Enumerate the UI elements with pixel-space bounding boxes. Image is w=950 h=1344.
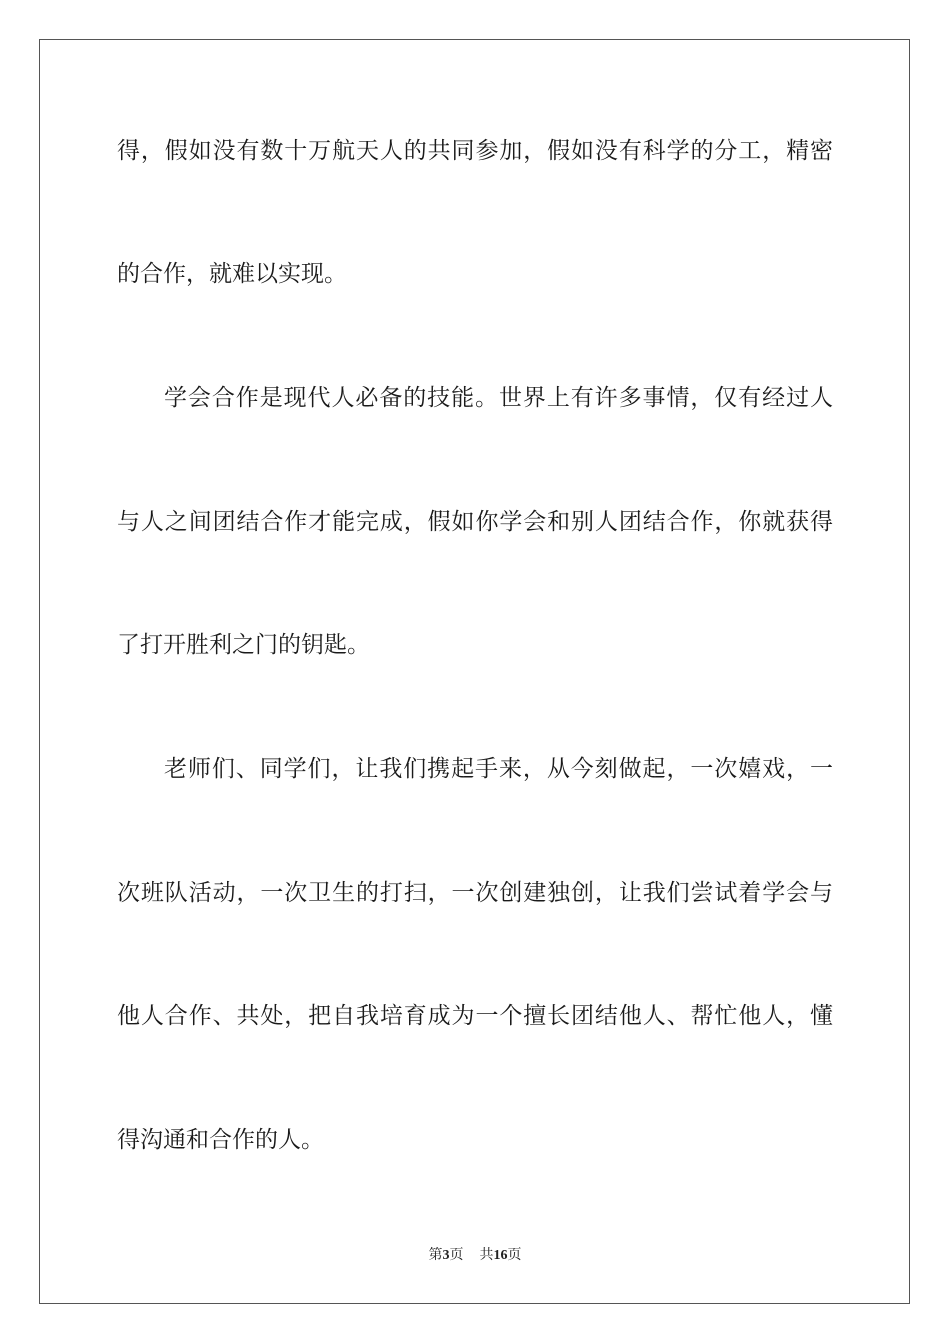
text-line: 次班队活动，一次卫生的打扫，一次创建独创，让我们尝试着学会与 [117,880,833,906]
page-prefix: 第 [428,1248,443,1263]
text-line: 了打开胜利之门的钥匙。 [117,632,370,658]
page-footer [0,1247,950,1265]
total-pages: 16 [493,1248,508,1263]
total-prefix: 共 [479,1248,494,1263]
paragraph-first-line: 学会合作是现代人必备的技能。世界上有许多事情，仅有经过人 [164,385,833,411]
text-line: 他人合作、共处，把自我培育成为一个擅长团结他人、帮忙他人，懂 [117,1003,833,1029]
page-border [39,39,910,1304]
page-suffix: 页 [449,1248,464,1263]
text-line: 的合作，就难以实现。 [117,261,347,287]
total-suffix: 页 [507,1248,522,1263]
text-line: 与人之间团结合作才能完成，假如你学会和别人团结合作，你就获得 [117,509,833,535]
page-number: 3 [442,1248,450,1263]
paragraph-first-line: 老师们、同学们，让我们携起手来，从今刻做起，一次嬉戏，一 [164,756,833,782]
text-line: 得，假如没有数十万航天人的共同参加，假如没有科学的分工，精密 [117,138,833,164]
text-line: 得沟通和合作的人。 [117,1127,324,1153]
